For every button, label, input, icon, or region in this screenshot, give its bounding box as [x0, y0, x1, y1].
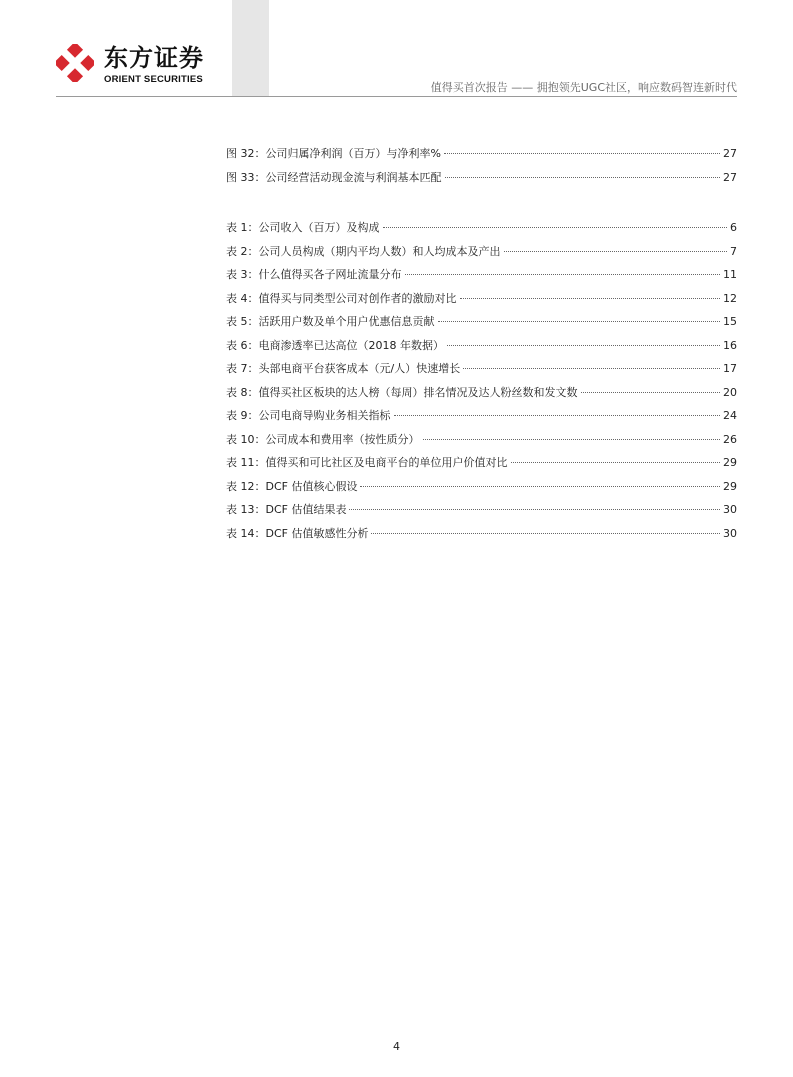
toc-entry[interactable] — [226, 145, 737, 169]
toc-entry-label: 表 11：值得买和可比社区及电商平台的单位用户价值对比 — [226, 456, 508, 469]
dot-leader — [383, 227, 728, 228]
toc-entry-page: 26 — [723, 432, 737, 446]
toc-entry[interactable] — [226, 478, 737, 502]
dot-leader — [405, 274, 721, 275]
toc-entry-label: 表 12：DCF 估值核心假设 — [226, 479, 358, 493]
toc-entry[interactable] — [226, 219, 737, 243]
toc-entry-label: 表 13：DCF 估值结果表 — [226, 503, 347, 516]
toc-entry-page: 30 — [723, 503, 737, 516]
toc-entry[interactable] — [226, 454, 737, 478]
figure-list — [226, 145, 737, 192]
toc-entry-label: 表 4：值得买与同类型公司对创作者的激励对比 — [226, 291, 457, 305]
toc-entry-label: 表 1：公司收入（百万）及构成 — [226, 221, 380, 234]
toc-entry-page: 29 — [723, 456, 737, 469]
toc-entry[interactable] — [226, 501, 737, 525]
toc-entry-page: 7 — [730, 244, 737, 258]
toc-entry[interactable] — [226, 337, 737, 361]
toc-entry-label: 表 7：头部电商平台获客成本（元/人）快速增长 — [226, 362, 461, 375]
toc-entry[interactable] — [226, 431, 737, 455]
toc-entry-page: 24 — [723, 409, 737, 422]
toc-entry-page: 15 — [723, 315, 737, 328]
toc-entry-label: 表 5：活跃用户数及单个用户优惠信息贡献 — [226, 315, 435, 328]
toc-entry-label: 图 33：公司经营活动现金流与利润基本匹配 — [226, 170, 442, 184]
page-number: 4 — [393, 1040, 400, 1053]
dot-leader — [360, 486, 720, 487]
toc-entry-label: 表 3：什么值得买各子网址流量分布 — [226, 268, 402, 281]
dot-leader — [511, 462, 721, 463]
toc-entry[interactable] — [226, 266, 737, 290]
logo-mark-icon — [56, 44, 94, 82]
dot-leader — [447, 345, 720, 346]
dot-leader — [504, 251, 728, 252]
toc-entry-label: 表 2：公司人员构成（期内平均人数）和人均成本及产出 — [226, 244, 501, 258]
header-decor-band — [232, 0, 269, 96]
toc-entry[interactable] — [226, 360, 737, 384]
company-logo — [56, 44, 226, 88]
report-title: 值得买首次报告 —— 拥抱领先UGC社区，响应数码智连新时代 — [430, 81, 737, 94]
toc-entry-page: 30 — [723, 526, 737, 540]
toc-entry[interactable] — [226, 243, 737, 267]
dot-leader — [463, 368, 720, 369]
dot-leader — [438, 321, 721, 322]
dot-leader — [423, 439, 721, 440]
toc-entry[interactable] — [226, 407, 737, 431]
toc-entry[interactable] — [226, 525, 737, 549]
dot-leader — [371, 533, 720, 534]
toc-entry-page: 20 — [723, 385, 737, 399]
dot-leader — [444, 153, 720, 154]
toc-entry-label: 图 32：公司归属净利润（百万）与净利率% — [226, 147, 441, 160]
toc-entry-label: 表 10：公司成本和费用率（按性质分） — [226, 432, 420, 446]
toc-entry-page: 12 — [723, 291, 737, 305]
toc-entry[interactable] — [226, 290, 737, 314]
toc-entry[interactable] — [226, 313, 737, 337]
dot-leader — [445, 177, 721, 178]
toc-entry-page: 29 — [723, 479, 737, 493]
toc-entry-label: 表 8：值得买社区板块的达人榜（每周）排名情况及达人粉丝数和发文数 — [226, 385, 578, 399]
toc-entry-page: 27 — [723, 147, 737, 160]
header-divider — [56, 96, 737, 97]
toc-entry-page: 6 — [730, 221, 737, 234]
table-list — [226, 219, 737, 548]
dot-leader — [460, 298, 721, 299]
toc-entry-label: 表 9：公司电商导购业务相关指标 — [226, 409, 391, 422]
dot-leader — [394, 415, 721, 416]
toc-entry-label: 表 14：DCF 估值敏感性分析 — [226, 526, 369, 540]
logo-english-name: ORIENT SECURITIES — [104, 74, 203, 85]
toc-entry[interactable] — [226, 384, 737, 408]
toc-entry-page: 11 — [723, 268, 737, 281]
toc-entry-page: 17 — [723, 362, 737, 375]
toc-entry-page: 27 — [723, 170, 737, 184]
dot-leader — [349, 509, 720, 510]
logo-chinese-name: 东方证券 — [104, 44, 204, 72]
toc-entry-page: 16 — [723, 338, 737, 352]
toc-entry[interactable] — [226, 169, 737, 193]
toc-entry-label: 表 6：电商渗透率已达高位（2018 年数据） — [226, 338, 444, 352]
dot-leader — [581, 392, 721, 393]
